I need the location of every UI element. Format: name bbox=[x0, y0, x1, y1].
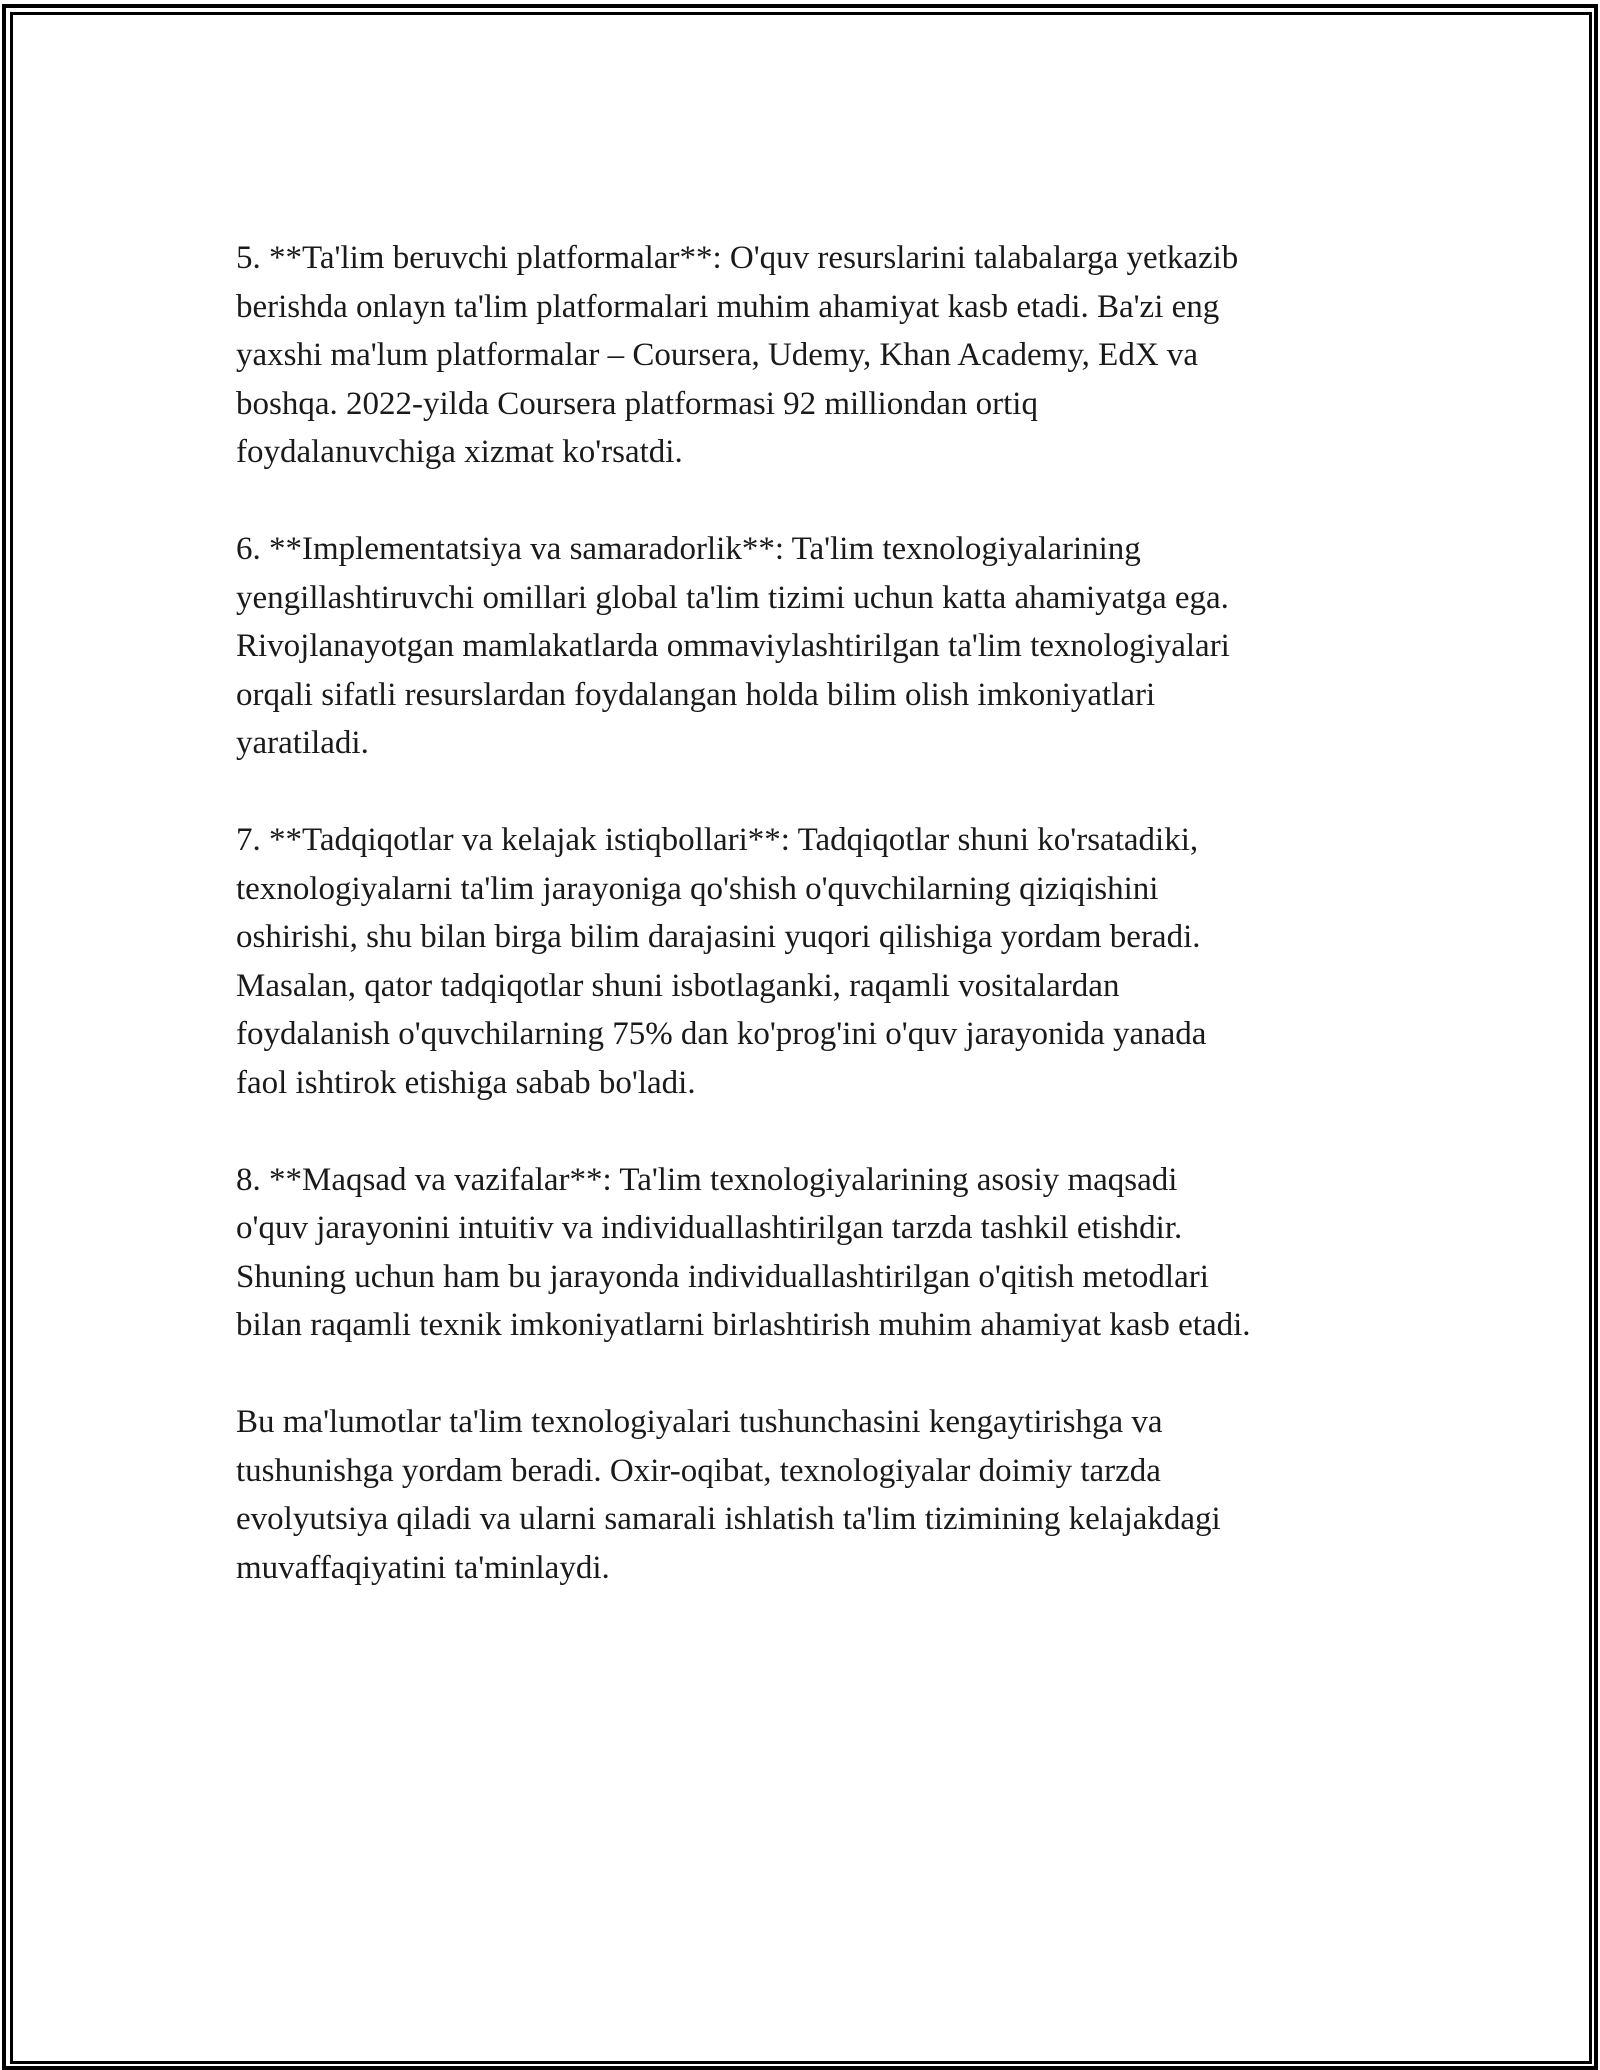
text-line: oshirishi, shu bilan birga bilim darajasini yuqori qilishiga yordam beradi. bbox=[236, 919, 1201, 955]
text-line: muvaffaqiyatini ta'minlaydi. bbox=[236, 1549, 610, 1586]
text-line: boshqa. 2022-yilda Coursera platformasi 92 milliondan ortiq bbox=[236, 385, 1038, 422]
text-line: Rivojlanayotgan mamlakatlarda ommaviylashtirilgan ta'lim texnologiyalari bbox=[236, 628, 1230, 664]
text-line: berishda onlayn ta'lim platformalari muhim ahamiyat kasb etadi. Ba'zi eng bbox=[236, 288, 1220, 325]
paragraph-goals bbox=[236, 1156, 1376, 1350]
text-line: 7. **Tadqiqotlar va kelajak istiqbollari**: Tadqiqotlar shuni ko'rsatadiki, bbox=[236, 822, 1199, 858]
text-line: foydalanuvchiga xizmat ko'rsatdi. bbox=[236, 434, 683, 470]
document-body bbox=[236, 234, 1376, 1641]
text-line: yaratiladi. bbox=[236, 725, 369, 761]
text-line: yaxshi ma'lum platformalar – Coursera, Udemy, Khan Academy, EdX va bbox=[236, 337, 1199, 373]
paragraph-research bbox=[236, 816, 1376, 1107]
text-line: texnologiyalarni ta'lim jarayoniga qo'shish o'quvchilarning qiziqishini bbox=[236, 870, 1159, 907]
text-line: faol ishtirok etishiga sabab bo'ladi. bbox=[236, 1064, 696, 1101]
text-line: 6. **Implementatsiya va samaradorlik**: Ta'lim texnologiyalarining bbox=[236, 531, 1141, 567]
text-line: bilan raqamli texnik imkoniyatlarni birlashtirish muhim ahamiyat kasb etadi. bbox=[236, 1307, 1251, 1343]
paragraph-conclusion bbox=[236, 1398, 1376, 1592]
text-line: Shuning uchun ham bu jarayonda individuallashtirilgan o'qitish metodlari bbox=[236, 1258, 1209, 1295]
text-line: Masalan, qator tadqiqotlar shuni isbotlaganki, raqamli vositalardan bbox=[236, 967, 1120, 1004]
text-line: foydalanish o'quvchilarning 75% dan ko'prog'ini o'quv jarayonida yanada bbox=[236, 1016, 1207, 1052]
text-line: 5. **Ta'lim beruvchi platformalar**: O'quv resurslarini talabalarga yetkazib bbox=[236, 240, 1239, 276]
text-line: orqali sifatli resurslardan foydalangan holda bilim olish imkoniyatlari bbox=[236, 676, 1156, 713]
text-line: 8. **Maqsad va vazifalar**: Ta'lim texnologiyalarining asosiy maqsadi bbox=[236, 1161, 1178, 1198]
text-line: o'quv jarayonini intuitiv va individuallashtirilgan tarzda tashkil etishdir. bbox=[236, 1210, 1183, 1246]
text-line: tushunishga yordam beradi. Oxir-oqibat, texnologiyalar doimiy tarzda bbox=[236, 1452, 1161, 1489]
text-line: Bu ma'lumotlar ta'lim texnologiyalari tushunchasini kengaytirishga va bbox=[236, 1404, 1163, 1440]
text-line: yengillashtiruvchi omillari global ta'lim tizimi uchun katta ahamiyatga ega. bbox=[236, 579, 1229, 616]
paragraph-implementation bbox=[236, 525, 1376, 768]
text-line: evolyutsiya qiladi va ularni samarali ishlatish ta'lim tizimining kelajakdagi bbox=[236, 1501, 1221, 1537]
paragraph-platforms bbox=[236, 234, 1376, 477]
